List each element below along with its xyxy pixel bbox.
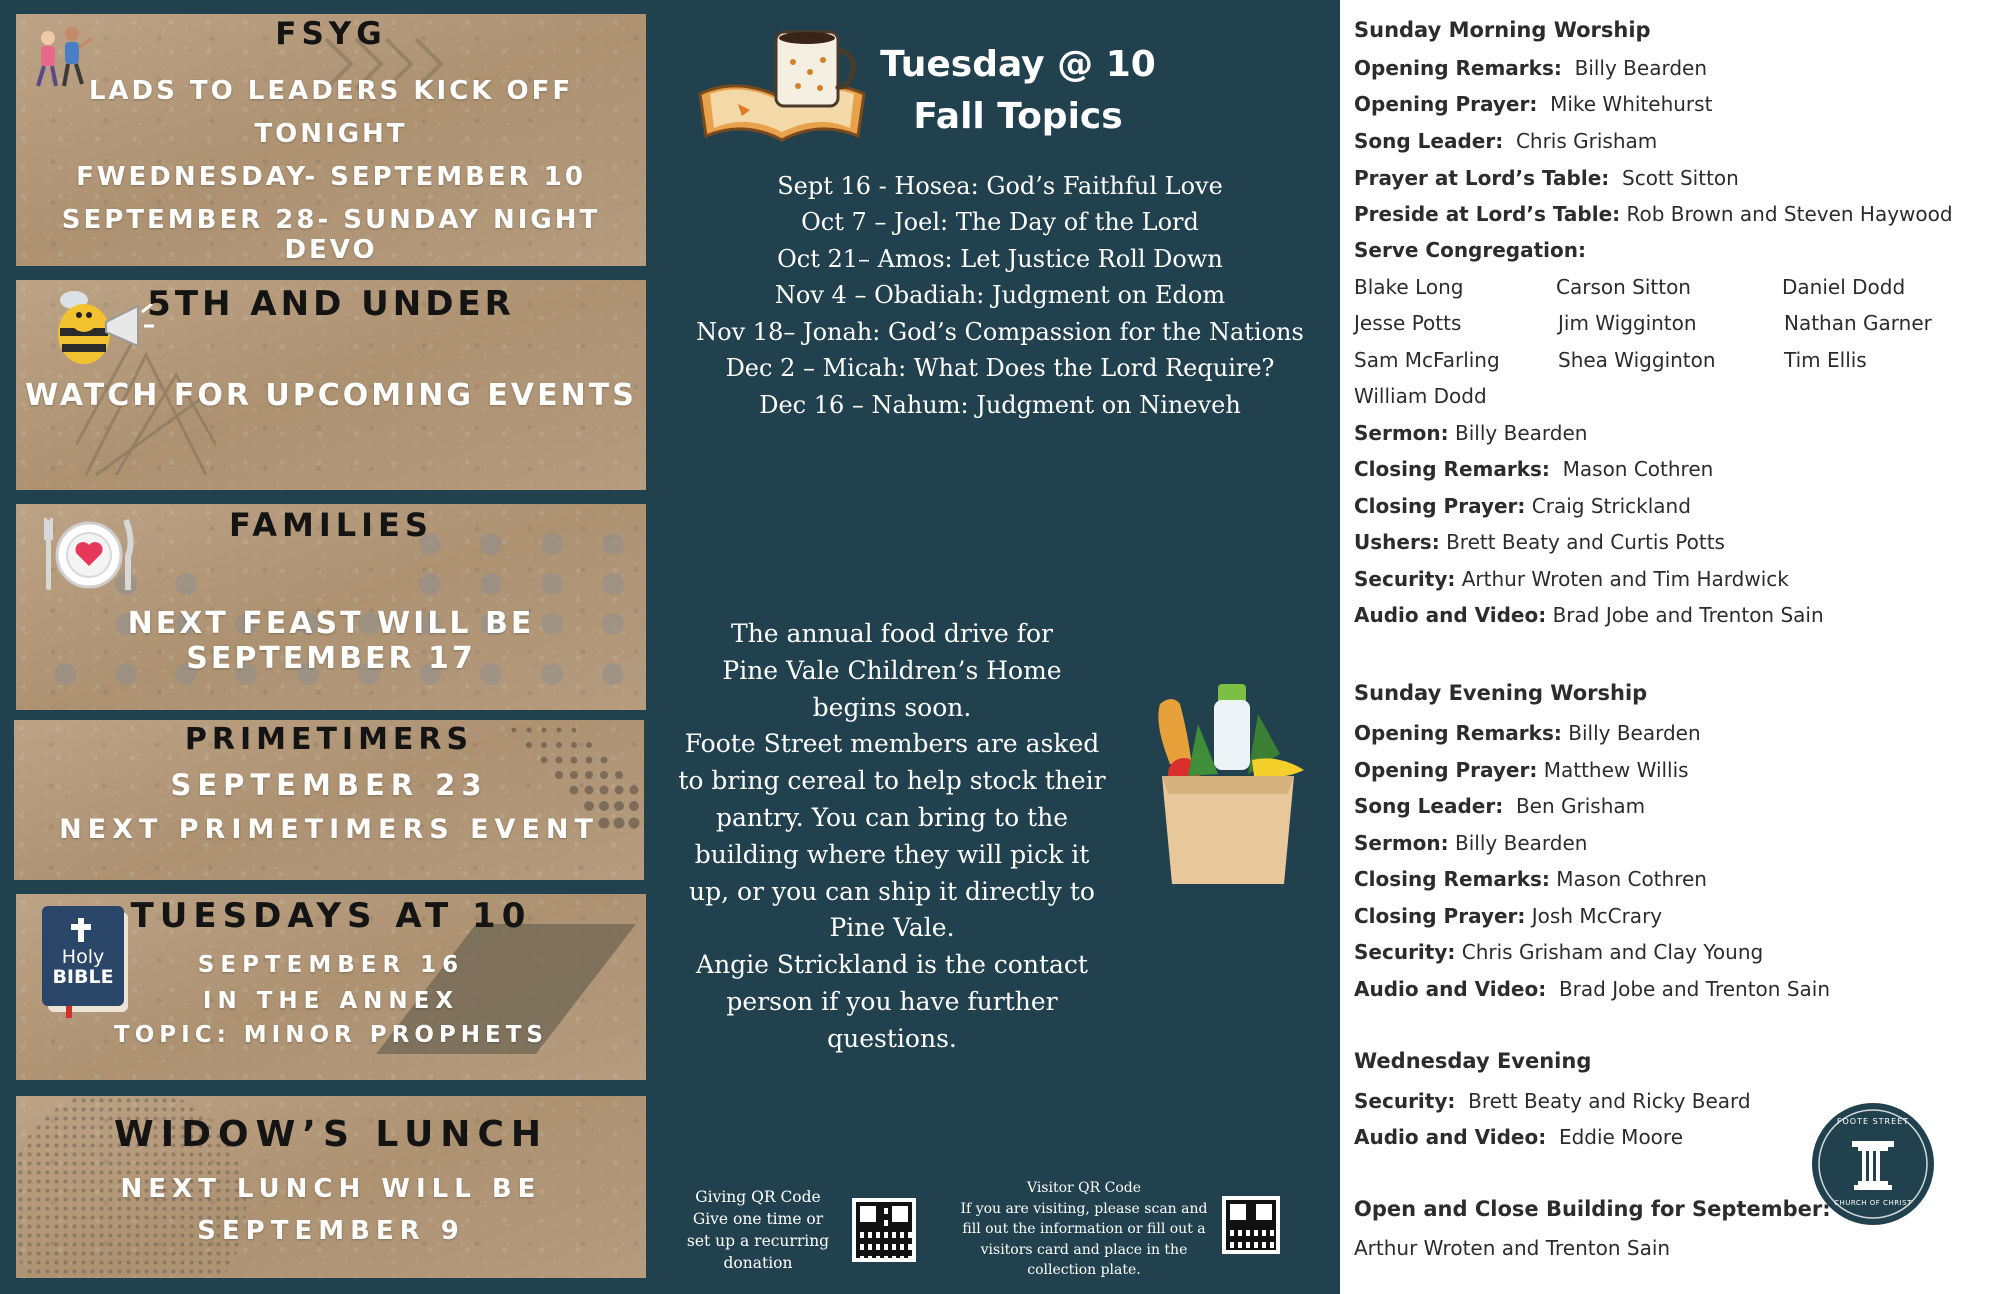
coffee-book-icon — [698, 24, 868, 144]
morning-preside: Preside at Lord’s Table: Rob Brown and Steven Haywood — [1354, 202, 1953, 226]
bible-cover-text-bottom: BIBLE — [52, 966, 114, 988]
morning-sermon: Sermon: Billy Bearden — [1354, 421, 1588, 445]
giving-qr-line-1: Giving QR Code — [695, 1188, 821, 1206]
food-drive-line-1: The annual food drive for — [731, 619, 1053, 648]
topic-line-1: Sept 16 - Hosea: God’s Faithful Love — [777, 172, 1223, 200]
serve-name: Blake Long — [1354, 275, 1464, 299]
fall-topics-heading: Fall Topics — [913, 96, 1123, 137]
food-drive-line-3: begins soon. — [812, 692, 972, 722]
morning-serve-label: Serve Congregation: — [1354, 238, 1587, 262]
topic-line-4: Nov 4 – Obadiah: Judgment on Edom — [774, 281, 1226, 309]
visitor-qr-code[interactable] — [1222, 1196, 1280, 1254]
giving-qr-line-2: Give one time or — [692, 1210, 824, 1228]
evening-closing-prayer: Closing Prayer: Josh McCrary — [1354, 904, 1663, 928]
food-drive-line-11: person if you have further — [726, 986, 1058, 1016]
serve-name: Jesse Potts — [1354, 311, 1462, 335]
tuesdays-line-3: TOPIC: MINOR PROPHETS — [114, 1022, 548, 1048]
food-drive-line-7: building where they will pick it — [694, 839, 1090, 869]
food-drive-line-6: pantry. You can bring to the — [715, 802, 1069, 832]
serve-name: Tim Ellis — [1784, 348, 1867, 372]
serve-name: Daniel Dodd — [1782, 275, 1906, 299]
logo-top-text: FOOTE STREET — [1836, 1117, 1910, 1126]
morning-song-leader: Song Leader: Chris Grisham — [1354, 129, 1658, 153]
morning-opening-remarks: Opening Remarks: Billy Bearden — [1354, 56, 1708, 80]
food-drive-text — [672, 616, 1112, 1058]
serve-name: Shea Wigginton — [1558, 348, 1716, 372]
widows-lunch-title: WIDOW’S LUNCH — [113, 1114, 548, 1155]
morning-closing-remarks: Closing Remarks: Mason Cothren — [1354, 457, 1714, 481]
widows-lunch-card — [16, 1096, 646, 1278]
tuesday-heading: Tuesday @ 10 — [880, 44, 1156, 85]
giving-qr-line-4: donation — [723, 1254, 793, 1272]
fsyg-title: FSYG — [275, 16, 387, 52]
fifth-and-under-card — [16, 280, 646, 490]
morning-closing-prayer: Closing Prayer: Craig Strickland — [1354, 494, 1691, 518]
tuesdays-card — [16, 894, 646, 1080]
visitor-qr-line-5: collection plate. — [1027, 1262, 1141, 1278]
grocery-bag-icon — [1148, 684, 1318, 886]
evening-security: Security: Chris Grisham and Clay Young — [1354, 940, 1764, 964]
widows-lunch-line-2: SEPTEMBER 9 — [197, 1216, 465, 1246]
tuesdays-line-1: SEPTEMBER 16 — [197, 952, 465, 978]
serve-name: Carson Sitton — [1556, 275, 1691, 299]
evening-sermon: Sermon: Billy Bearden — [1354, 831, 1588, 855]
topic-line-7: Dec 16 – Nahum: Judgment on Nineveh — [759, 391, 1241, 419]
primetimers-card — [14, 720, 644, 880]
serve-name: Sam McFarling — [1354, 348, 1500, 372]
food-drive-line-9: Pine Vale. — [829, 913, 955, 943]
morning-audio-video: Audio and Video: Brad Jobe and Trenton Sain — [1354, 603, 1824, 627]
visitor-qr-line-4: visitors card and place in the — [980, 1241, 1188, 1258]
morning-opening-prayer: Opening Prayer: Mike Whitehurst — [1354, 92, 1713, 116]
serve-name: Nathan Garner — [1784, 311, 1932, 335]
food-drive-line-4: Foote Street members are asked — [684, 729, 1100, 759]
fsyg-line-2: TONIGHT — [254, 119, 408, 149]
tuesdays-title: TUESDAYS AT 10 — [130, 896, 532, 936]
topic-line-3: Oct 21– Amos: Let Justice Roll Down — [777, 245, 1223, 273]
fsyg-line-4: SEPTEMBER 28- SUNDAY NIGHT DEVO — [61, 205, 601, 265]
morning-security: Security: Arthur Wroten and Tim Hardwick — [1354, 567, 1789, 591]
morning-heading: Sunday Morning Worship — [1354, 18, 1651, 42]
serve-name: William Dodd — [1354, 384, 1487, 408]
schedule-panel — [1340, 0, 2000, 1294]
food-drive-line-8: up, or you can ship it directly to — [689, 876, 1095, 906]
evening-song-leader: Song Leader: Ben Grisham — [1354, 794, 1646, 818]
wednesday-security: Security: Brett Beaty and Ricky Beard — [1354, 1089, 1751, 1113]
primetimers-title: PRIMETIMERS — [184, 722, 474, 757]
food-drive-line-10: Angie Strickland is the contact — [696, 950, 1088, 980]
food-drive-line-5: to bring cereal to help stock their — [678, 766, 1106, 796]
fifth-and-under-line-1: WATCH FOR UPCOMING EVENTS — [25, 378, 637, 413]
families-card — [16, 504, 646, 710]
topic-line-5: Nov 18– Jonah: God’s Compassion for the Nations — [696, 318, 1304, 346]
fifth-and-under-title: 5TH AND UNDER — [147, 284, 515, 324]
wednesday-heading: Wednesday Evening — [1354, 1049, 1592, 1073]
primetimers-line-1: SEPTEMBER 23 — [170, 768, 488, 802]
building-heading: Open and Close Building for September: — [1354, 1197, 1831, 1221]
church-logo — [1812, 1103, 1934, 1225]
fsyg-line-3: FWEDNESDAY- SEPTEMBER 10 — [76, 162, 586, 192]
morning-prayer-table: Prayer at Lord’s Table: Scott Sitton — [1354, 166, 1739, 190]
evening-heading: Sunday Evening Worship — [1354, 681, 1648, 705]
topic-line-6: Dec 2 – Micah: What Does the Lord Require? — [725, 354, 1275, 382]
giving-qr-text — [680, 1186, 836, 1274]
evening-closing-remarks: Closing Remarks: Mason Cothren — [1354, 867, 1707, 891]
evening-opening-remarks: Opening Remarks: Billy Bearden — [1354, 721, 1701, 745]
families-title: FAMILIES — [229, 506, 433, 544]
fsyg-card — [16, 14, 646, 266]
evening-opening-prayer: Opening Prayer: Matthew Willis — [1354, 758, 1689, 782]
visitor-qr-line-1: Visitor QR Code — [1026, 1180, 1142, 1196]
visitor-qr-line-3: fill out the information or fill out a — [962, 1221, 1206, 1237]
widows-lunch-line-1: NEXT LUNCH WILL BE — [120, 1174, 542, 1204]
topic-line-2: Oct 7 – Joel: The Day of the Lord — [801, 208, 1199, 236]
giving-qr-line-3: set up a recurring — [686, 1232, 830, 1250]
tuesdays-line-2: IN THE ANNEX — [202, 988, 460, 1014]
food-drive-line-2: Pine Vale Children’s Home — [722, 655, 1062, 685]
visitor-qr-line-2: If you are visiting, please scan and — [960, 1200, 1208, 1217]
morning-ushers: Ushers: Brett Beaty and Curtis Potts — [1354, 530, 1725, 554]
food-drive-line-12: questions. — [827, 1023, 957, 1053]
giving-qr-code[interactable] — [852, 1198, 916, 1262]
bible-cover-text-top: Holy — [61, 946, 105, 968]
visitor-qr-text — [958, 1178, 1210, 1281]
building-names: Arthur Wroten and Trenton Sain — [1354, 1236, 1671, 1260]
wednesday-audio-video: Audio and Video: Eddie Moore — [1354, 1125, 1683, 1149]
evening-audio-video: Audio and Video: Brad Jobe and Trenton Sain — [1354, 977, 1831, 1001]
primetimers-line-2: NEXT PRIMETIMERS EVENT — [59, 814, 599, 845]
fsyg-line-1: LADS TO LEADERS KICK OFF — [88, 76, 574, 106]
serve-name: Jim Wigginton — [1558, 311, 1697, 335]
families-line-1: NEXT FEAST WILL BE SEPTEMBER 17 — [127, 606, 535, 676]
logo-bottom-text: CHURCH OF CHRIST — [1834, 1199, 1912, 1207]
